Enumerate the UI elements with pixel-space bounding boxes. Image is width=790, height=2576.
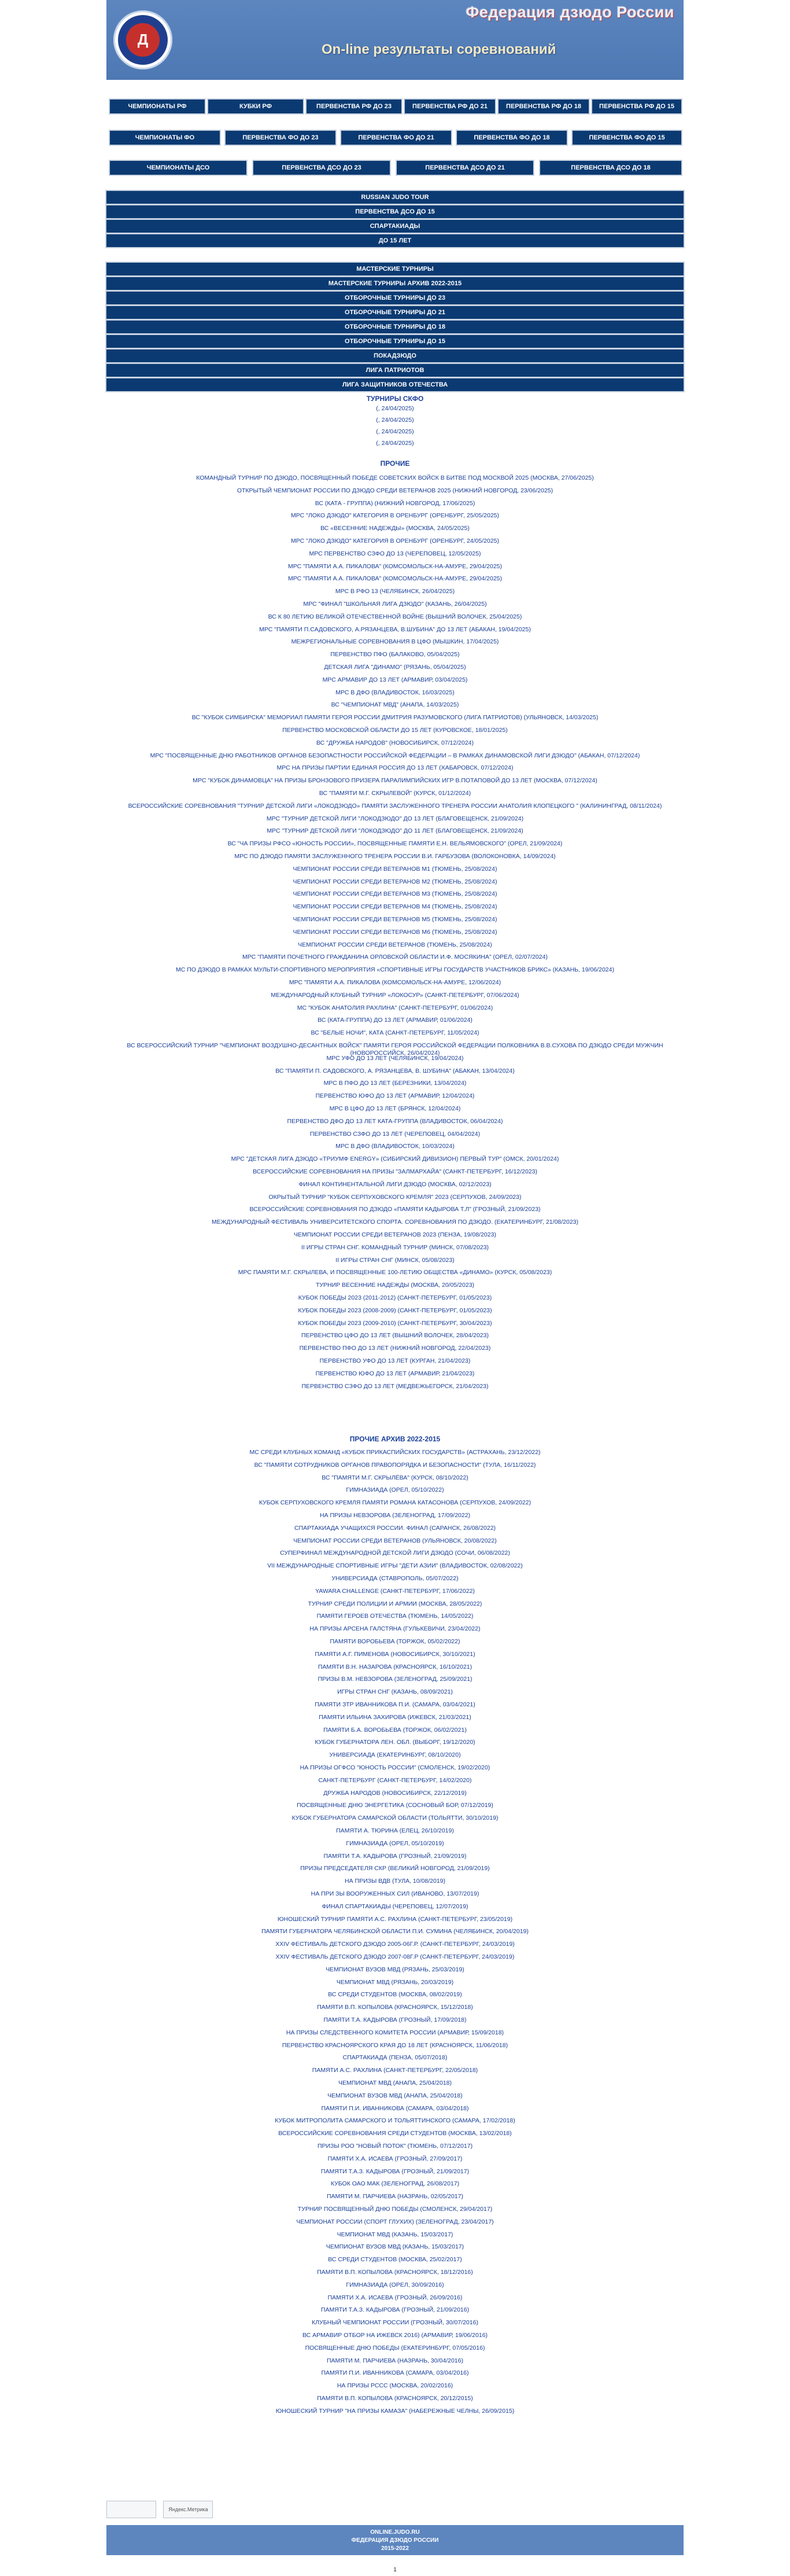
prochie-item[interactable]: МРС НА ПРИЗЫ ПАРТИИ ЕДИНАЯ РОССИЯ ДО 13 ЛЕТ (ХАБАРОВСК, 07/12/2024) (276, 764, 514, 772)
archive-item[interactable]: ПАМЯТИ Т.А.З. КАДЫРОВА (ГРОЗНЫЙ, 21/09/2017) (320, 2167, 470, 2175)
skfo-item[interactable]: (, 24/04/2025) (376, 417, 414, 424)
prochie-item[interactable]: МРС В ПФО ДО 13 ЛЕТ (БЕРЕЗНИКИ, 13/04/2024) (323, 1080, 467, 1087)
prochie-item[interactable]: МРС В ЦФО ДО 13 ЛЕТ (БРЯНСК, 12/04/2024) (329, 1105, 461, 1112)
prochie-item[interactable]: ВС "БЕЛЫЕ НОЧИ", КАТА (САНКТ-ПЕТЕРБУРГ, 11/05/2024) (311, 1029, 479, 1037)
footer-site[interactable]: ONLINE.JUDO.RU (370, 2529, 420, 2535)
prochie-item[interactable]: ОКРЫТЫЙ ТУРНИР "КУБОК СЕРПУХОВСКОГО КРЕМЛЯ" 2023 (СЕРПУХОВ, 24/09/2023) (268, 1193, 522, 1201)
counter-badge[interactable] (106, 2501, 156, 2518)
archive-item[interactable]: ГИМНАЗИАДА (ОРЕЛ, 30/09/2016) (346, 2281, 444, 2288)
prochie-item[interactable]: МРС "ПАМЯТИ А.А. ПИКАЛОВА (КОМСОМОЛЬСК-НА-АМУРЕ, 12/06/2024) (289, 979, 501, 986)
archive-item[interactable]: VII МЕЖДУНАРОДНЫЕ СПОРТИВНЫЕ ИГРЫ "ДЕТИ АЗИИ" (ВЛАДИВОСТОК, 02/08/2022) (267, 1562, 523, 1570)
menu-bar[interactable]: ЛИГА ЗАЩИТНИКОВ ОТЕЧЕСТВА (106, 378, 684, 391)
prochie-item[interactable]: ВС (КАТА - ГРУППА) (НИЖНИЙ НОВГОРОД, 17/06/2025) (315, 499, 475, 507)
archive-item[interactable]: ЧЕМПИОНАТ ВУЗОВ МВД (АНАПА, 25/04/2018) (327, 2092, 463, 2099)
prochie-item[interactable]: МЕЖДУНАРОДНЫЙ КЛУБНЫЙ ТУРНИР «ЛОКОСУР» (САНКТ-ПЕТЕРБУРГ, 07/06/2024) (271, 991, 519, 999)
prochie-item[interactable]: МС ПО ДЗЮДО В РАМКАХ МУЛЬТИ-СПОРТИВНОГО МЕРОПРИЯТИЯ «СПОРТИВНЫЕ ИГРЫ ГОСУДАРСТВ УЧАСТНИКОВ БРИКС» (КАЗАНЬ, 19/06/2024) (176, 966, 614, 974)
prochie-item[interactable]: ВС ВСЕРОССИЙСКИЙ ТУРНИР "ЧЕМПИОНАТ ВОЗДУШНО-ДЕСАНТНЫХ ВОЙСК" ПАМЯТИ ГЕРОЯ РОССИЙСКОЙ ФЕДЕРАЦИИ ПОЛКОВНИКА В.В.СУХОВА ПО ДЗЮДО СРЕДИ МУЖЧИН (НОВОРОССИЙСК, 26/04/2024) (127, 1042, 663, 1057)
nav-button[interactable]: ПЕРВЕНСТВА ДСО ДО 23 (253, 161, 390, 175)
archive-item[interactable]: ВСЕРОССИЙСКИЕ СОРЕВНОВАНИЯ СРЕДИ СТУДЕНТОВ (МОСКВА, 13/02/2018) (278, 2130, 512, 2137)
nav-button[interactable]: ЧЕМПИОНАТЫ ФО (110, 131, 220, 145)
prochie-item[interactable]: МРС "ДЕТСКАЯ ЛИГА ДЗЮДО «ТРИУМФ ENERGY» (СИБИРСКИЙ ДИВИЗИОН) ПЕРВЫЙ ТУР" (ОМСК, 20/01/2024) (231, 1155, 559, 1163)
prochie-item[interactable]: ПЕРВЕНСТВО СЗФО ДО 13 ЛЕТ (ЧЕРЕПОВЕЦ, 04/04/2024) (309, 1130, 481, 1138)
archive-item[interactable]: НА ПРИЗЫ СЛЕДСТВЕННОГО КОМИТЕТА РОССИИ (АРМАВИР, 15/09/2018) (286, 2029, 504, 2036)
menu-bar[interactable]: МАСТЕРСКИЕ ТУРНИРЫ АРХИВ 2022-2015 (106, 277, 684, 290)
prochie-item[interactable]: МРС ПЕРВЕНСТВО СЗФО ДО 13 (ЧЕРЕПОВЕЦ, 12/05/2025) (309, 550, 481, 557)
archive-item[interactable]: ПАМЯТИ ВОРОБЬЕВА (ТОРЖОК, 05/02/2022) (330, 1638, 460, 1645)
prochie-item[interactable]: КУБОК ПОБЕДЫ 2023 (2009-2010) (САНКТ-ПЕТЕРБУРГ, 30/04/2023) (298, 1319, 492, 1327)
archive-item[interactable]: ВС АРМАВИР ОТБОР НА ИЖЕВСК 2016) (АРМАВИР, 19/06/2016) (302, 2332, 488, 2339)
prochie-item[interactable]: ПЕРВЕНСТВО ЮФО ДО 13 ЛЕТ (АРМАВИР, 12/04/2024) (315, 1092, 475, 1100)
archive-item[interactable]: ПАМЯТИ ГУБЕРНАТОРА ЧЕЛЯБИНСКОЙ ОБЛАСТИ П.И. СУМИНА (ЧЕЛЯБИНСК, 20/04/2019) (261, 1928, 529, 1935)
prochie-item[interactable]: МРС ПО ДЗЮДО ПАМЯТИ ЗАСЛУЖЕННОГО ТРЕНЕРА РОССИИ В.И. ГАРБУЗОВА (ВОЛОКОНОВКА, 14/09/2024) (234, 853, 556, 860)
archive-item[interactable]: ГИМНАЗИАДА (ОРЕЛ, 05/10/2022) (346, 1486, 444, 1494)
prochie-item[interactable]: ВС (КАТА-ГРУППА) ДО 13 ЛЕТ (АРМАВИР, 01/06/2024) (318, 1017, 472, 1024)
prochie-item[interactable]: ВС «ВЕСЕННИЕ НАДЕЖДЫ» (МОСКВА, 24/05/2025) (320, 525, 470, 532)
archive-item[interactable]: НА ПРИ ЗЫ ВООРУЖЕННЫХ СИЛ (ИВАНОВО, 13/07/2019) (311, 1890, 479, 1897)
menu-bar[interactable]: ЛИГА ПАТРИОТОВ (106, 364, 684, 377)
nav-button[interactable]: ЧЕМПИОНАТЫ РФ (110, 100, 205, 113)
prochie-item[interactable]: ВС "ЧЕМПИОНАТ МВД" (АНАПА, 14/03/2025) (331, 701, 459, 709)
menu-bar[interactable]: ОТБОРОЧНЫЕ ТУРНИРЫ ДО 21 (106, 306, 684, 319)
archive-item[interactable]: НА ПРИЗЫ РССС (МОСКВА, 20/02/2016) (337, 2382, 453, 2390)
prochie-item[interactable]: ПЕРВЕНСТВО ЦФО ДО 13 ЛЕТ (ВЫШНИЙ ВОЛОЧЕК, 28/04/2023) (301, 1332, 489, 1339)
menu-bar[interactable]: RUSSIAN JUDO TOUR (106, 191, 684, 204)
yandex-metrika-badge[interactable]: Яндекс.Метрика (163, 2501, 213, 2518)
prochie-item[interactable]: ВС К 80 ЛЕТИЮ ВЕЛИКОЙ ОТЕЧЕСТВЕННОЙ ВОЙНЕ (ВЫШНИЙ ВОЛОЧЕК, 25/04/2025) (268, 613, 522, 620)
menu-bar[interactable]: МАСТЕРСКИЕ ТУРНИРЫ (106, 263, 684, 275)
logo-mark: Д (137, 31, 149, 48)
prochie-item[interactable]: ВС "ДРУЖБА НАРОДОВ" (НОВОСИБИРСК, 07/12/2024) (316, 739, 474, 746)
archive-item[interactable]: ПАМЯТИ А.Г. ПИМЕНОВА (НОВОСИБИРСК, 30/10/2021) (315, 1650, 475, 1658)
footer-years: 2015-2022 (381, 2545, 409, 2552)
nav-button[interactable]: ПЕРВЕНСТВА РФ ДО 18 (499, 100, 589, 113)
archive-item[interactable]: ЮНОШЕСКИЙ ТУРНИР "НА ПРИЗЫ КАМАЗА" (НАБЕРЕЖНЫЕ ЧЕЛНЫ, 26/09/2015) (275, 2407, 515, 2415)
page-number: 1 (393, 2567, 397, 2573)
archive-item[interactable]: ПЕРВЕНСТВО КРАСНОЯРСКОГО КРАЯ ДО 18 ЛЕТ (КРАСНОЯРСК, 11/06/2018) (282, 2041, 508, 2049)
archive-item[interactable]: ФИНАЛ СПАРТАКИАДЫ (ЧЕРЕПОВЕЦ, 12/07/2019) (322, 1902, 468, 1910)
prochie-item[interactable]: ПЕРВЕНСТВО ЮФО ДО 13 ЛЕТ (АРМАВИР, 21/04/2023) (315, 1370, 475, 1377)
prochie-item[interactable]: ЧЕМПИОНАТ РОССИИ СРЕДИ ВЕТЕРАНОВ (ТЮМЕНЬ, 25/08/2024) (298, 941, 492, 948)
archive-item[interactable]: ПАМЯТИ М. ПАРЧИЕВА (НАЗРАНЬ, 02/05/2017) (327, 2193, 463, 2200)
archive-item[interactable]: ЮНОШЕСКИЙ ТУРНИР ПАМЯТИ А.С. РАХЛИНА (САНКТ-ПЕТЕРБУРГ, 23/05/2019) (277, 1915, 513, 1923)
prochie-item[interactable]: ВСЕРОССИЙСКИЕ СОРЕВНОВАНИЯ "ТУРНИР ДЕТСКОЙ ЛИГИ «ЛОКОДЗЮДО» ПАМЯТИ ЗАСЛУЖЕННОГО ТРЕНЕРА РОССИИ АНАТОЛИЯ КЛОПЕЦКОГО " (КАЛИНИНГРАД, 08/11/2024) (128, 802, 662, 809)
archive-item[interactable]: КУБОК СЕРПУХОВСКОГО КРЕМЛЯ ПАМЯТИ РОМАНА КАТАСОНОВА (СЕРПУХОВ, 24/09/2022) (259, 1499, 531, 1507)
prochie-item[interactable]: МРС В ДФО (ВЛАДИВОСТОК, 16/03/2025) (335, 689, 455, 696)
prochie-item[interactable]: КОМАНДНЫЙ ТУРНИР ПО ДЗЮДО, ПОСВЯЩЕННЫЙ ПОБЕДЕ СОВЕТСКИХ ВОЙСК В БИТВЕ ПОД МОСКВОЙ 2025 (МОСКВА, 27/06/2025) (196, 474, 594, 481)
archive-item[interactable]: КЛУБНЫЙ ЧЕМПИОНАТ РОССИИ (ГРОЗНЫЙ, 30/07/2016) (312, 2319, 478, 2327)
archive-item[interactable]: ПОСВЯЩЕННЫЕ ДНЮ ЭНЕРГЕТИКА (СОСНОВЫЙ БОР, 07/12/2019) (297, 1802, 493, 1809)
nav-button[interactable]: ЧЕМПИОНАТЫ ДСО (110, 161, 246, 175)
archive-item[interactable]: КУБОК ГУБЕРНАТОРА САМАРСКОЙ ОБЛАСТИ (ТОЛЬЯТТИ, 30/10/2019) (291, 1815, 499, 1822)
archive-item[interactable]: СПАРТАКИАДА УЧАЩИХСЯ РОССИИ. ФИНАЛ (САРАНСК, 26/08/2022) (294, 1524, 496, 1532)
archive-item[interactable]: ПАМЯТИ В.П. КОПЫЛОВА (КРАСНОЯРСК, 15/12/2018) (317, 2004, 473, 2011)
prochie-item[interactable]: МРС "ЛОКО ДЗЮДО" КАТЕГОРИЯ В ОРЕНБУРГ (ОРЕНБУРГ, 24/05/2025) (290, 538, 500, 544)
nav-button[interactable]: ПЕРВЕНСТВА ФО ДО 21 (341, 131, 451, 145)
prochie-item[interactable]: МРС УФО ДО 13 ЛЕТ (ЧЕЛЯБИНСК, 19/04/2024) (326, 1054, 464, 1062)
archive-item[interactable]: КУБОК МИТРОПОЛИТА САМАРСКОГО И ТОЛЬЯТТИНСКОГО (САМАРА, 17/02/2018) (275, 2117, 515, 2125)
nav-button[interactable]: ПЕРВЕНСТВА ДСО ДО 21 (397, 161, 533, 175)
prochie-item[interactable]: ЧЕМПИОНАТ РОССИИ СРЕДИ ВЕТЕРАНОВ 2023 (ПЕНЗА, 19/08/2023) (294, 1231, 496, 1238)
prochie-item[interactable]: ВС "ЧА ПРИЗЫ РФСО «ЮНОСТЬ РОССИИ», ПОСВЯЩЕННЫЕ ПАМЯТИ Е.Н. ВЕЛЬЯМОВСКОГО" (ОРЕЛ, 21/09/2024) (227, 840, 563, 848)
prochie-item[interactable]: ФИНАЛ КОНТИНЕНТАЛЬНОЙ ЛИГИ ДЗЮДО (МОСКВА, 02/12/2023) (298, 1180, 492, 1188)
prochie-item[interactable]: ЧЕМПИОНАТ РОССИИ СРЕДИ ВЕТЕРАНОВ М4 (ТЮМЕНЬ, 25/08/2024) (293, 903, 497, 911)
site-subtitle: On-line результаты соревнований (322, 42, 556, 57)
prochie-item[interactable]: ЧЕМПИОНАТ РОССИИ СРЕДИ ВЕТЕРАНОВ М6 (ТЮМЕНЬ, 25/08/2024) (293, 928, 497, 936)
nav-button[interactable]: ПЕРВЕНСТВА ФО ДО 15 (573, 131, 681, 145)
archive-item[interactable]: ПАМЯТИ ИЛЬИНА ЗАХИРОВА (ИЖЕВСК, 21/03/2021) (319, 1713, 471, 1721)
nav-button[interactable]: ПЕРВЕНСТВА РФ ДО 21 (405, 100, 495, 113)
prochie-item[interactable]: МРС АРМАВИР ДО 13 ЛЕТ (АРМАВИР, 03/04/2025) (322, 676, 468, 683)
archive-item[interactable]: ЧЕМПИОНАТ РОССИИ СРЕДИ ВЕТЕРАНОВ (УЛЬЯНОВСК, 20/08/2022) (293, 1537, 497, 1544)
archive-item[interactable]: ПРИЗЫ РОО "НОВЫЙ ПОТОК" (ТЮМЕНЬ, 07/12/2017) (317, 2143, 473, 2150)
prochie-item[interactable]: ОТКРЫТЫЙ ЧЕМПИОНАТ РОССИИ ПО ДЗЮДО СРЕДИ ВЕТЕРАНОВ 2025 (НИЖНИЙ НОВГОРОД, 23/06/2025) (237, 487, 553, 494)
archive-item[interactable]: ЧЕМПИОНАТ ВУЗОВ МВД (КАЗАНЬ, 15/03/2017) (326, 2243, 464, 2251)
archive-item[interactable]: НА ПРИЗЫ АРСЕНА ГАЛСТЯНА (ГУЛЬКЕВИЧИ, 23/04/2022) (309, 1625, 481, 1633)
archive-title: ПРОЧИЕ АРХИВ 2022-2015 (349, 1435, 441, 1443)
archive-item[interactable]: МС СРЕДИ КЛУБНЫХ КОМАНД «КУБОК ПРИКАСПИЙСКИХ ГОСУДАРСТВ» (АСТРАХАНЬ, 23/12/2022) (249, 1449, 541, 1456)
archive-item[interactable]: ПАМЯТИ Б.А. ВОРОБЬЕВА (ТОРЖОК, 06/02/2021) (323, 1726, 467, 1734)
prochie-item[interactable]: ПЕРВЕНСТВО МОСКОВСКОЙ ОБЛАСТИ ДО 15 ЛЕТ (КУРОВСКОЕ, 18/01/2025) (282, 727, 508, 734)
prochie-item[interactable]: ВСЕРОССИЙСКИЕ СОРЕВНОВАНИЯ ПО ДЗЮДО «ПАМЯТИ КАДЫРОВА Т.Л" (ГРОЗНЫЙ, 21/09/2023) (249, 1206, 541, 1213)
prochie-item[interactable]: ВСЕРОССИЙСКИЕ СОРЕВНОВАНИЯ НА ПРИЗЫ "ЗАЛМАРХАЙА" (САНКТ-ПЕТЕРБУРГ, 16/12/2023) (252, 1168, 538, 1175)
prochie-item[interactable]: ЧЕМПИОНАТ РОССИИ СРЕДИ ВЕТЕРАНОВ М5 (ТЮМЕНЬ, 25/08/2024) (293, 916, 497, 923)
archive-item[interactable]: ПАМЯТИ В.П. КОПЫЛОВА (КРАСНОЯРСК, 20/12/2015) (317, 2395, 473, 2402)
prochie-item[interactable]: ВС "КУБОК СИМБИРСКА" МЕМОРИАЛ ПАМЯТИ ГЕРОЯ РОССИИ ДМИТРИЯ РАЗУМОВСКОГО (ЛИГА ПАТРИОТОВ) (УЛЬЯНОВСК, 14/03/2025) (191, 714, 599, 722)
menu-bar[interactable]: ОТБОРОЧНЫЕ ТУРНИРЫ ДО 15 (106, 335, 684, 348)
archive-item[interactable]: ВС СРЕДИ СТУДЕНТОВ (МОСКВА, 08/02/2019) (328, 1991, 462, 1999)
archive-item[interactable]: ПАМЯТИ Т.А. КАДЫРОВА (ГРОЗНЫЙ, 21/09/2019) (323, 1852, 467, 1860)
archive-item[interactable]: ТУРНИР СРЕДИ ПОЛИЦИИ И АРМИИ (МОСКВА, 28/05/2022) (308, 1600, 482, 1607)
prochie-item[interactable]: МРС В РФО 13 (ЧЕЛЯБИНСК, 26/04/2025) (335, 588, 455, 595)
archive-item[interactable]: ВС "ПАМЯТИ М.Г. СКРЫЛЁВА" (КУРСК, 08/10/2022) (322, 1474, 468, 1481)
archive-item[interactable]: КУБОК ГУБЕРНАТОРА ЛЕН. ОБЛ. (ВЫБОРГ, 19/12/2020) (315, 1739, 475, 1746)
archive-item[interactable]: ИГРЫ СТРАН СНГ (КАЗАНЬ, 08/09/2021) (337, 1688, 453, 1696)
prochie-item[interactable]: КУБОК ПОБЕДЫ 2023 (2011-2012) (САНКТ-ПЕТЕРБУРГ, 01/05/2023) (298, 1294, 492, 1301)
archive-item[interactable]: ПОСВЯЩЕННЫЕ ДНЮ ПОБЕДЫ (ЕКАТЕРИНБУРГ, 07/05/2016) (305, 2344, 485, 2351)
nav-button[interactable]: КУБКИ РФ (208, 100, 303, 113)
counters (106, 2501, 217, 2518)
site-title: Федерация дзюдо России (466, 3, 674, 21)
site-header (106, 0, 684, 80)
menu-bar[interactable]: ПОКАДЗЮДО (106, 349, 684, 362)
archive-item[interactable]: ВС "ПАМЯТИ СОТРУДНИКОВ ОРГАНОВ ПРАВОПОРЯДКА И БЕЗОПАСНОСТИ" (ТУЛА, 16/11/2022) (254, 1461, 536, 1469)
archive-item[interactable]: САНКТ-ПЕТЕРБУРГ (САНКТ-ПЕТЕРБУРГ, 14/02/2020) (318, 1776, 472, 1784)
archive-item[interactable]: ЧЕМПИОНАТ РОССИИ (СПОРТ ГЛУХИХ) (ЗЕЛЕНОГРАД, 23/04/2017) (296, 2218, 494, 2225)
archive-item[interactable]: ЧЕМПИОНАТ ВУЗОВ МВД (РЯЗАНЬ, 25/03/2019) (326, 1966, 464, 1973)
archive-item[interactable]: ПАМЯТИ ГЕРОЕВ ОТЕЧЕСТВА (ТЮМЕНЬ, 14/05/2022) (316, 1613, 474, 1620)
archive-item[interactable]: ПАМЯТИ ЗТР ИВАННИКОВА П.И. (САМАРА, 03/04/2021) (315, 1701, 475, 1708)
archive-item[interactable]: ПАМЯТИ Т.А.З. КАДЫРОВА (ГРОЗНЫЙ, 21/09/2016) (320, 2306, 470, 2314)
nav-button[interactable]: ПЕРВЕНСТВА РФ ДО 23 (307, 100, 401, 113)
archive-item[interactable]: ПАМЯТИ В.П. КОПЫЛОВА (КРАСНОЯРСК, 18/12/2016) (317, 2269, 473, 2276)
prochie-item[interactable]: МРС "ПАМЯТИ А.А. ПИКАЛОВА" (КОМСОМОЛЬСК-НА-АМУРЕ, 29/04/2025) (287, 562, 503, 570)
archive-item[interactable]: ПАМЯТИ М. ПАРЧИЕВА (НАЗРАНЬ, 30/04/2016) (327, 2357, 463, 2364)
archive-item[interactable]: НА ПРИЗЫ ОГФСО "ЮНОСТЬ РОССИИ" (СМОЛЕНСК, 19/02/2020) (300, 1764, 490, 1771)
archive-item[interactable]: ВС СРЕДИ СТУДЕНТОВ (МОСКВА, 25/02/2017) (328, 2256, 462, 2264)
archive-item[interactable]: КУБОК ОАО МАК (ЗЕЛЕНОГРАД, 26/08/2017) (330, 2180, 460, 2188)
prochie-item[interactable]: МРС "ТУРНИР ДЕТСКОЙ ЛИГИ "ЛОКОДЗЮДО" ДО 11 ЛЕТ (БЛАГОВЕЩЕНСК, 21/09/2024) (267, 827, 523, 835)
archive-item[interactable]: YAWARA CHALLENGE (САНКТ-ПЕТЕРБУРГ, 17/06/2022) (315, 1587, 475, 1595)
prochie-item[interactable]: ПЕРВЕНСТВО СЗФО ДО 13 ЛЕТ (МЕДВЕЖЬЕГОРСК, 21/04/2023) (301, 1382, 489, 1390)
archive-item[interactable]: СПАРТАКИАДА (ПЕНЗА, 05/07/2018) (342, 2054, 448, 2062)
menu-bar[interactable]: ОТБОРОЧНЫЕ ТУРНИРЫ ДО 23 (106, 292, 684, 304)
prochie-item[interactable]: КУБОК ПОБЕДЫ 2023 (2008-2009) (САНКТ-ПЕТЕРБУРГ, 01/05/2023) (298, 1307, 492, 1314)
nav-button[interactable]: ПЕРВЕНСТВА ФО ДО 23 (226, 131, 335, 145)
archive-item[interactable]: ПРИЗЫ ПРЕДСЕДАТЕЛЯ СКР (ВЕЛИКИЙ НОВГОРОД, 21/09/2019) (300, 1865, 490, 1872)
archive-item[interactable]: УНИВЕРСИАДА (СТАВРОПОЛЬ, 05/07/2022) (331, 1575, 459, 1582)
prochie-item[interactable]: МРС "ПАМЯТИ А.А. ПИКАЛОВА" (КОМСОМОЛЬСК-НА-АМУРЕ, 29/04/2025) (287, 575, 503, 583)
prochie-item[interactable]: МС "КУБОК АНАТОЛИЯ РАХЛИНА" (САНКТ-ПЕТЕРБУРГ, 01/06/2024) (297, 1004, 493, 1011)
prochie-item[interactable]: МРС "ТУРНИР ДЕТСКОЙ ЛИГИ "ЛОКОДЗЮДО" ДО 13 ЛЕТ (БЛАГОВЕЩЕНСК, 21/09/2024) (266, 815, 524, 822)
nav-button[interactable]: ПЕРВЕНСТВА РФ ДО 15 (592, 100, 681, 113)
content-wrap (106, 0, 684, 2415)
archive-item[interactable]: ЧЕМПИОНАТ МВД (КАЗАНЬ, 15/03/2017) (337, 2231, 453, 2238)
prochie-item[interactable]: ДЕТСКАЯ ЛИГА "ДИНАМО" (РЯЗАНЬ, 05/04/2025) (324, 664, 466, 671)
prochie-item[interactable]: ЧЕМПИОНАТ РОССИИ СРЕДИ ВЕТЕРАНОВ М1 (ТЮМЕНЬ, 25/08/2024) (293, 865, 497, 873)
archive-item[interactable]: УНИВЕРСИАДА (ЕКАТЕРИНБУРГ, 08/10/2020) (329, 1751, 461, 1759)
prochie-item[interactable]: МРС В ДФО (ВЛАДИВОСТОК, 10/03/2024) (335, 1143, 455, 1150)
prochie-item[interactable]: II ИГРЫ СТРАН СНГ (МИНСК, 05/08/2023) (335, 1256, 455, 1264)
archive-item[interactable]: ПАМЯТИ П.И. ИВАННИКОВА (САМАРА, 03/04/2018) (321, 2104, 469, 2112)
prochie-item[interactable]: II ИГРЫ СТРАН СНГ. КОМАНДНЫЙ ТУРНИР (МИНСК, 07/08/2023) (301, 1243, 489, 1251)
prochie-item[interactable]: ВС "ПАМЯТИ П. САДОВСКОГО, А. РЯЗАНЦЕВА, В. ШУБИНА" (АБАКАН, 13/04/2024) (275, 1067, 515, 1074)
archive-item[interactable]: ПАМЯТИ В.Н. НАЗАРОВА (КРАСНОЯРСК, 16/10/2021) (318, 1663, 472, 1670)
archive-item[interactable]: ЧЕМПИОНАТ МВД (РЯЗАНЬ, 20/03/2019) (336, 1978, 454, 1986)
menu-bar[interactable]: СПАРТАКИАДЫ (106, 220, 684, 233)
archive-item[interactable]: ГИМНАЗИАДА (ОРЕЛ, 05/10/2019) (346, 1839, 444, 1847)
prochie-item[interactable]: МРС "ФИНАЛ "ШКОЛЬНАЯ ЛИГА ДЗЮДО" (КАЗАНЬ, 26/04/2025) (303, 601, 487, 608)
archive-item[interactable]: ПАМЯТИ Т.А. КАДЫРОВА (ГРОЗНЫЙ, 17/09/2018) (323, 2016, 467, 2023)
archive-item[interactable]: ДРУЖБА НАРОДОВ (НОВОСИБИРСК, 22/12/2019) (323, 1789, 467, 1797)
archive-item[interactable]: ПАМЯТИ П.И. ИВАННИКОВА (САМАРА, 03/04/2016) (321, 2369, 469, 2377)
prochie-item[interactable]: МРС "КУБОК ДИНАМОВЦА" НА ПРИЗЫ БРОНЗОВОГО ПРИЗЕРА ПАРАЛИМПИЙСКИХ ИГР В.ПОТАПОВОЙ ДО 13 ЛЕТ (МОСКВА, 07/12/2024) (193, 777, 597, 785)
prochie-item[interactable]: ПЕРВЕНСТВО ПФО ДО 13 ЛЕТ (НИЖНИЙ НОВГОРОД, 22/04/2023) (299, 1345, 491, 1352)
prochie-item[interactable]: ПЕРВЕНСТВО ПФО (БАЛАКОВО, 05/04/2025) (330, 651, 460, 658)
skfo-title: ТУРНИРЫ СКФО (366, 395, 424, 403)
prochie-item[interactable]: МРС "ПАМЯТИ П.САДОВСКОГО, А.РЯЗАНЦЕВА, В.ШУБИНА" ДО 13 ЛЕТ (АБАКАН, 19/04/2025) (259, 625, 531, 633)
prochie-item[interactable]: МРС "ПАМЯТИ ПОЧЕТНОГО ГРАЖДАНИНА ОРЛОВСКОЙ ОБЛАСТИ И.Ф. МОСЯКИНА" (ОРЕЛ, 02/07/2024) (242, 954, 548, 961)
menu-bar[interactable]: ДО 15 ЛЕТ (106, 234, 684, 247)
archive-item[interactable]: ПАМЯТИ Х.А. ИСАЕВА (ГРОЗНЫЙ, 26/09/2016) (327, 2294, 463, 2301)
archive-item[interactable]: ТУРНИР ПОСВЯЩЕННЫЙ ДНЮ ПОБЕДЫ (СМОЛЕНСК, 29/04/2017) (297, 2206, 493, 2213)
prochie-item[interactable]: ПЕРВЕНСТВО ДФО ДО 13 ЛЕТ КАТА-ГРУППА (ВЛАДИВОСТОК, 06/04/2024) (287, 1117, 503, 1125)
menu-bar[interactable]: ОТБОРОЧНЫЕ ТУРНИРЫ ДО 18 (106, 321, 684, 333)
archive-item[interactable]: XXIV ФЕСТИВАЛЬ ДЕТСКОГО ДЗЮДО 2005-06Г.Р. (САНКТ-ПЕТЕРБУРГ, 24/03/2019) (275, 1941, 515, 1948)
prochie-title: ПРОЧИЕ (380, 459, 410, 468)
federation-logo[interactable] (113, 10, 172, 69)
archive-item[interactable]: XXIV ФЕСТИВАЛЬ ДЕТСКОГО ДЗЮДО 2007-08Г.Р (САНКТ-ПЕТЕРБУРГ, 24/03/2019) (275, 1953, 515, 1960)
prochie-item[interactable]: ЧЕМПИОНАТ РОССИИ СРЕДИ ВЕТЕРАНОВ М3 (ТЮМЕНЬ, 25/08/2024) (293, 890, 497, 898)
prochie-item[interactable]: ВС "ПАМЯТИ М.Г. СКРЫЛЕВОЙ" (КУРСК, 01/12/2024) (319, 790, 471, 797)
prochie-item[interactable]: МРС "ПОСВЯЩЕННЫЕ ДНЮ РАБОТНИКОВ ОРГАНОВ БЕЗОПАСТНОСТИ РОССИЙСКОЙ ФЕДЕРАЦИИ – В РАМКАХ ДИНАМОВСКОЙ ЛИГИ ДЗЮДО" (АБАКАН, 07/12/2024) (150, 752, 640, 759)
footer-org: ФЕДЕРАЦИЯ ДЗЮДО РОССИИ (351, 2537, 439, 2544)
site-footer (106, 2525, 684, 2555)
skfo-item[interactable]: (, 24/04/2025) (376, 428, 414, 435)
nav-button[interactable]: ПЕРВЕНСТВА ДСО ДО 18 (540, 161, 681, 175)
prochie-item[interactable]: ЧЕМПИОНАТ РОССИИ СРЕДИ ВЕТЕРАНОВ М2 (ТЮМЕНЬ, 25/08/2024) (293, 878, 497, 885)
prochie-item[interactable]: МРС ПАМЯТИ М.Г. СКРЫЛЕВА, И ПОСВЯЩЕННЫЕ 100-ЛЕТИЮ ОБЩЕСТВА «ДИНАМО» (КУРСК, 05/08/2023) (238, 1269, 552, 1276)
skfo-item[interactable]: (, 24/04/2025) (376, 405, 414, 412)
archive-item[interactable]: ПАМЯТИ Х.А. ИСАЕВА (ГРОЗНЫЙ, 27/09/2017) (327, 2155, 463, 2162)
menu-bar[interactable]: ПЕРВЕНСТВА ДСО ДО 15 (106, 205, 684, 218)
prochie-item[interactable]: МРС "ЛОКО ДЗЮДО" КАТЕГОРИЯ В ОРЕНБУРГ (ОРЕНБУРГ, 25/05/2025) (290, 512, 500, 520)
archive-item[interactable]: ЧЕМПИОНАТ МВД (АНАПА, 25/04/2018) (338, 2080, 452, 2086)
archive-item[interactable]: ПРИЗЫ В.М. НЕВЗОРОВА (ЗЕЛЕНОГРАД, 25/09/2021) (318, 1676, 472, 1683)
prochie-item[interactable]: ПЕРВЕНСТВО УФО ДО 13 ЛЕТ (КУРГАН, 21/04/2023) (319, 1357, 471, 1364)
nav-button[interactable]: ПЕРВЕНСТВА ФО ДО 18 (457, 131, 567, 145)
archive-item[interactable]: НА ПРИЗЫ НЕВЗОРОВА (ЗЕЛЕНОГРАД, 17/09/2022) (319, 1512, 471, 1519)
archive-item[interactable]: ПАМЯТИ А.С. РАХЛИНА (САНКТ-ПЕТЕРБУРГ, 22/05/2018) (312, 2067, 478, 2074)
archive-item[interactable]: СУПЕРФИНАЛ МЕЖДУНАРОДНОЙ ДЕТСКОЙ ЛИГИ ДЗЮДО (СОЧИ, 06/08/2022) (280, 1550, 510, 1557)
archive-item[interactable]: НА ПРИЗЫ ВДВ (ТУЛА, 10/08/2019) (345, 1878, 445, 1885)
prochie-item[interactable]: МЕЖРЕГИОНАЛЬНЫЕ СОРЕВНОВАНИЯ В ЦФО (МЫШКИН, 17/04/2025) (291, 638, 499, 646)
prochie-item[interactable]: МЕЖДУНАРОДНЫЙ ФЕСТИВАЛЬ УНИВЕРСИТЕТСКОГО СПОРТА. СОРЕВНОВАНИЯ ПО ДЗЮДО. (ЕКАТЕРИНБУРГ, 21/08/2023) (211, 1219, 579, 1226)
skfo-item[interactable]: (, 24/04/2025) (376, 440, 414, 447)
prochie-item[interactable]: ТУРНИР ВЕСЕННИЕ НАДЕЖДЫ (МОСКВА, 20/05/2023) (315, 1282, 475, 1289)
archive-item[interactable]: ПАМЯТИ А. ТЮРИНА (ЕЛЕЦ, 26/10/2019) (336, 1827, 454, 1834)
